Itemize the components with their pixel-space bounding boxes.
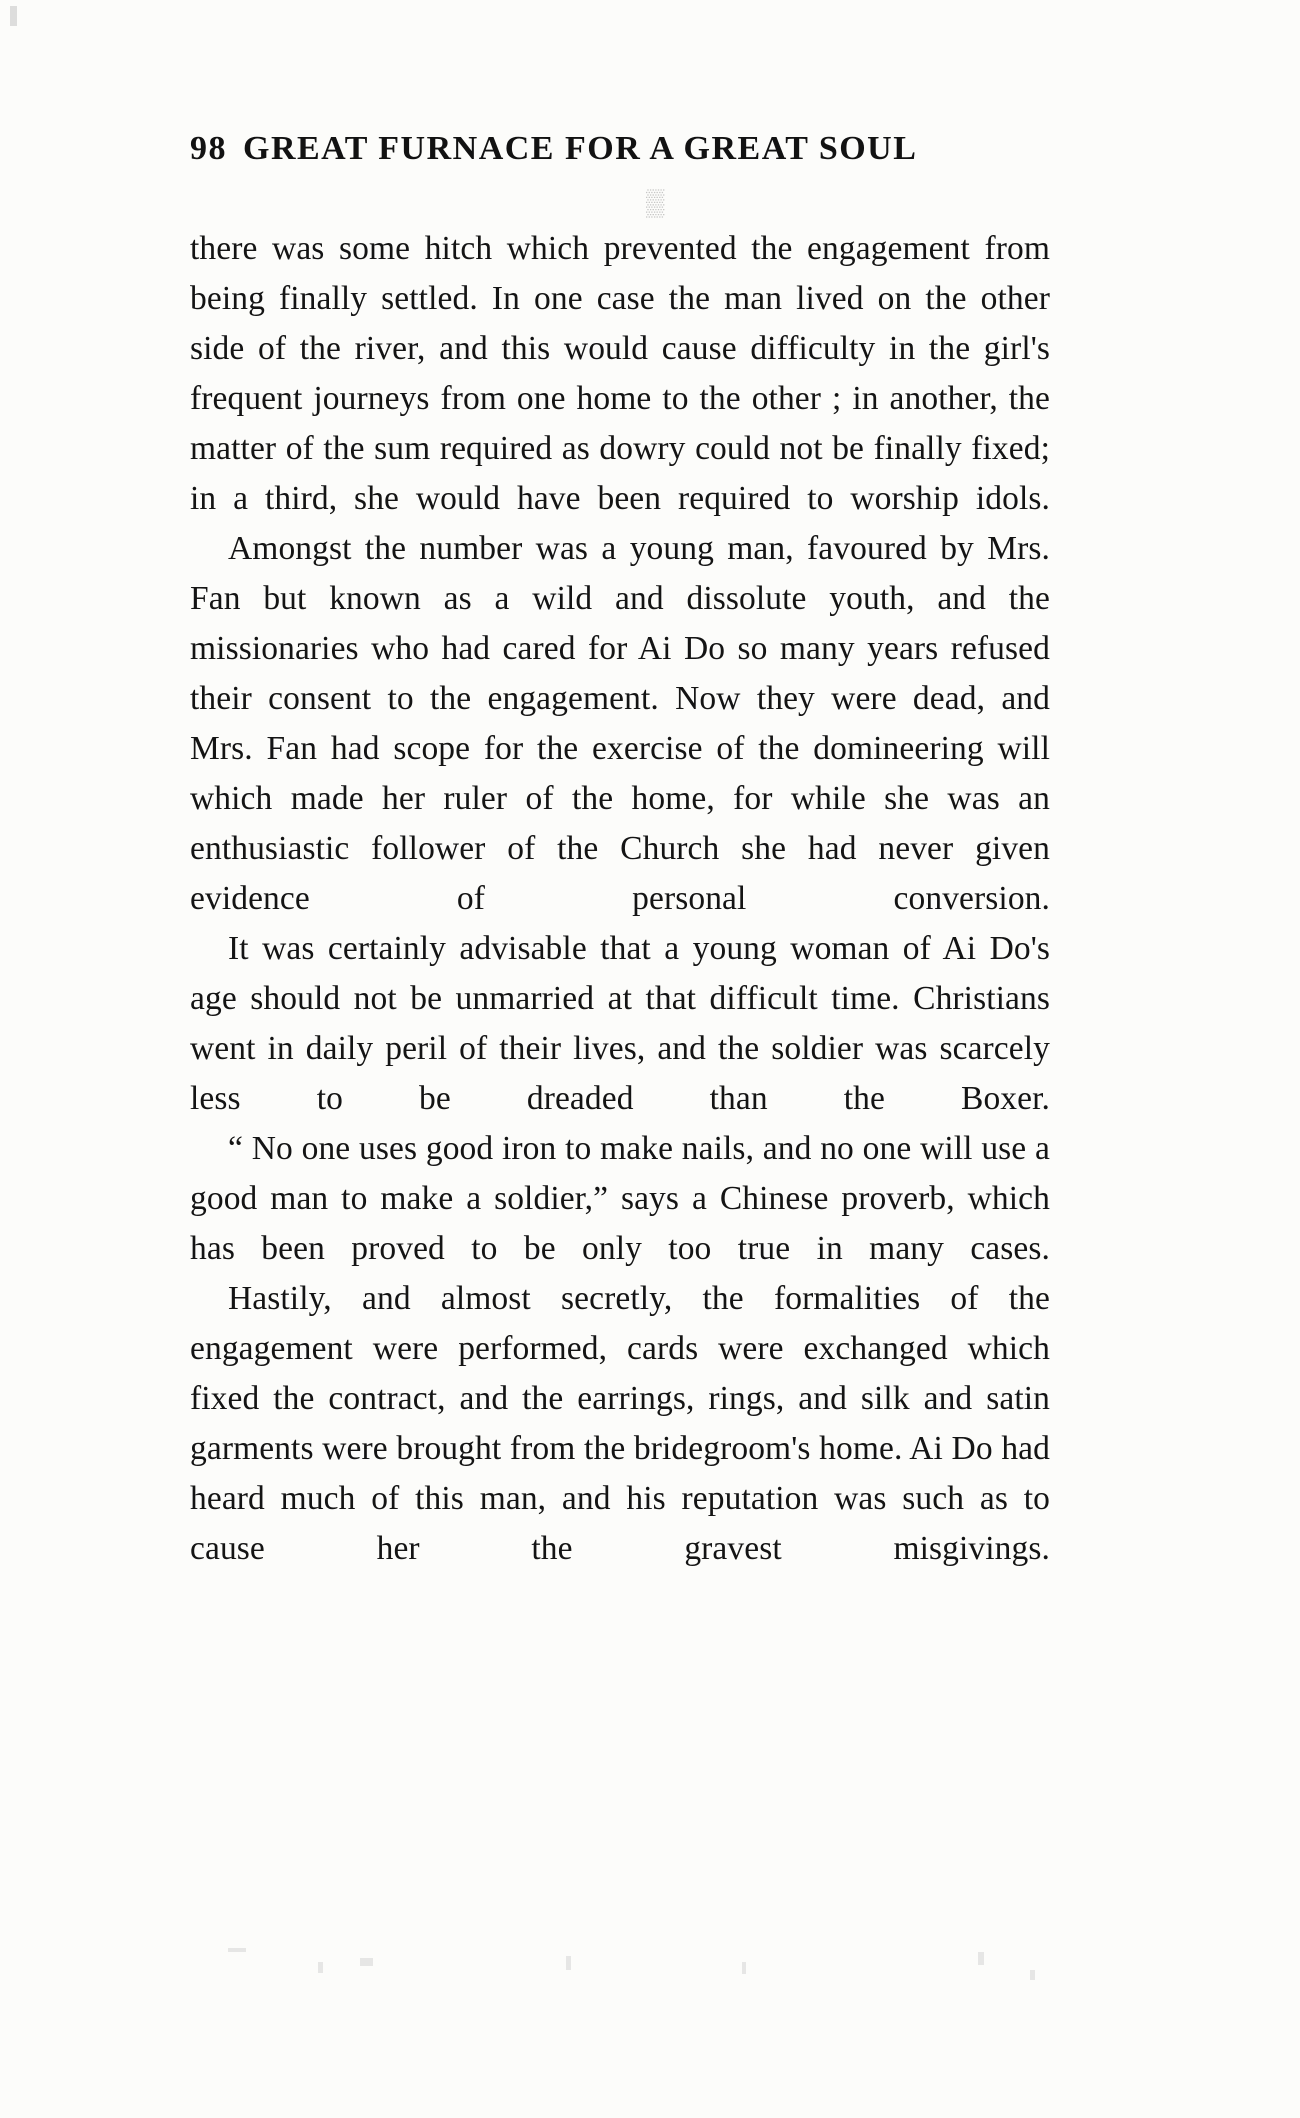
running-head xyxy=(190,130,1050,168)
header-smudge-mark: ▒ xyxy=(646,188,665,217)
paragraph-3: It was certainly advisable that a young woman of Ai Do's age should not be unmarried at that difficult time. Christians went in daily peril of their lives, and the soldier was scarcely less to be dreaded than the Boxer. xyxy=(190,930,1050,1117)
paper-speck-5 xyxy=(978,1952,984,1965)
paragraph-1: there was some hitch which prevented the engagement from being finally settled. In one case the man lived on the other side of the river, and this would cause difficulty in the girl's frequent journeys from one home to the other ; in another, the matter of the sum required as dowry could not be finally fixed; in a third, she would have been required to worship idols. xyxy=(190,230,1050,517)
paper-speck-4 xyxy=(742,1962,746,1974)
paper-speck-7 xyxy=(228,1948,246,1952)
paper-speck-3 xyxy=(566,1956,571,1970)
body-text xyxy=(190,224,1050,1574)
paragraph-2: Amongst the number was a young man, favoured by Mrs. Fan but known as a wild and dissolute youth, and the missionaries who had cared for Ai Do so many years refused their consent to the engagement. Now they were dead, and Mrs. Fan had scope for the exercise of the domineering will which made her ruler of the home, for while she was an enthusiastic follower of the Church she had never given evidence of personal conversion. xyxy=(190,530,1050,917)
running-head-title: GREAT FURNACE FOR A GREAT SOUL xyxy=(243,130,918,167)
page-number: 98 xyxy=(190,130,227,167)
paper-speck-6 xyxy=(1030,1970,1035,1980)
paragraph-4: “ No one uses good iron to make nails, and no one will use a good man to make a soldier,” says a Chinese proverb, which has been proved to be only too true in many cases. xyxy=(190,1130,1050,1267)
paragraph-5: Hastily, and almost secretly, the formalities of the engagement were performed, cards were exchanged which fixed the contract, and the earrings, rings, and silk and satin garments were brought from the bridegroom's home. Ai Do had heard much of this man, and his reputation was such as to cause her the gravest misgivings. xyxy=(190,1280,1050,1567)
page-edge-mark-top-left xyxy=(10,6,17,26)
paper-speck-1 xyxy=(318,1962,323,1973)
paper-speck-2 xyxy=(360,1958,373,1966)
page-content xyxy=(190,130,1050,1574)
